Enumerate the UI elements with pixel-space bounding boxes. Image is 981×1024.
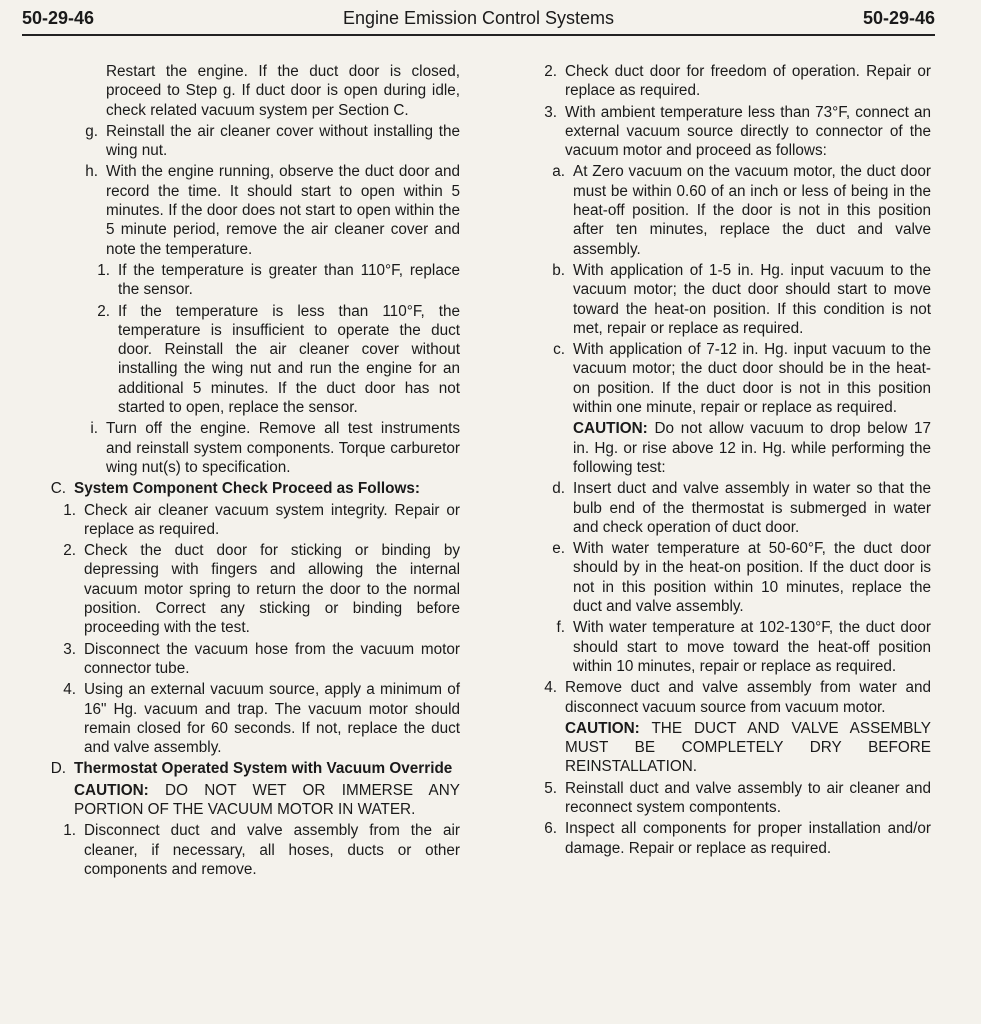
caution-text: THE DUCT AND VALVE ASSEMBLY MUST BE COMPLETELY DRY BEFORE REINSTALLATION. (565, 719, 931, 776)
item-label: g. (85, 122, 98, 140)
caution-note (517, 719, 931, 777)
list-item (36, 680, 460, 757)
page-number-right: 50-29-46 (862, 8, 935, 28)
item-text: With application of 7-12 in. Hg. input vacuum to the vacuum motor; the duct door should be in the heat-on position. If the duct door is not in this position within one minute, repair or replace as required. (573, 341, 931, 417)
item-text: Turn off the engine. Remove all test instruments and reinstall system components. Torque carburetor wing nut(s) to specification. (106, 420, 460, 476)
caution-note (517, 419, 931, 477)
item-label: d. (552, 480, 565, 498)
list-item (36, 302, 460, 418)
item-text: Check the duct door for sticking or binding by depressing with fingers and allowing the internal vacuum motor spring to return the door to the normal position. Correct any sticking or binding before proceeding with the test. (84, 542, 460, 637)
list-item (517, 62, 931, 101)
caution-label: CAUTION: (573, 420, 648, 438)
item-label: e. (552, 540, 565, 558)
list-item (36, 501, 460, 540)
item-label: b. (552, 261, 565, 279)
item-label: 3. (544, 103, 557, 121)
page-header (22, 6, 935, 36)
item-label: 6. (544, 820, 557, 838)
item-label: 1. (63, 822, 76, 840)
caution-note (36, 781, 460, 820)
item-text: Check air cleaner vacuum system integrity. Repair or replace as required. (84, 501, 460, 538)
item-label: 5. (544, 779, 557, 797)
section-title: Thermostat Operated System with Vacuum Override (74, 760, 453, 778)
item-label: 4. (544, 679, 557, 697)
item-text: Reinstall duct and valve assembly to air cleaner and reconnect system compontents. (565, 779, 931, 816)
item-text: Using an external vacuum source, apply a minimum of 16" Hg. vacuum and trap. The vacuum motor should remain closed for 60 seconds. If not, replace the duct and valve assembly. (84, 681, 460, 757)
item-text: If the temperature is greater than 110°F, replace the sensor. (118, 261, 460, 299)
list-item (517, 261, 931, 338)
list-item (36, 162, 460, 258)
section-heading (36, 479, 460, 498)
list-item (36, 640, 460, 679)
item-text: Insert duct and valve assembly in water so that the bulb end of the thermostat is submerged in water and check operation of duct door. (573, 480, 931, 536)
list-item (517, 539, 931, 616)
caution-label: CAUTION: (565, 719, 640, 737)
list-item (517, 162, 931, 258)
item-label: a. (552, 163, 565, 181)
list-item (36, 541, 460, 637)
list-item (36, 62, 460, 120)
page-title: Engine Emission Control Systems (342, 8, 615, 28)
item-text: Restart the engine. If the duct door is closed, proceed to Step g. If duct door is open during idle, check related vacuum system per Section C. (106, 63, 460, 119)
item-text: With application of 1-5 in. Hg. input vacuum to the vacuum motor; the duct door should start to move toward the heat-on position. If this condition is not met, repair or replace as required. (573, 261, 931, 337)
item-text: Inspect all components for proper installation and/or damage. Repair or replace as required. (565, 820, 931, 857)
list-item (517, 618, 931, 676)
caution-label: CAUTION: (74, 781, 149, 799)
item-label: 1. (63, 501, 76, 519)
item-label: 2. (97, 302, 110, 320)
section-title: System Component Check Proceed as Follows: (74, 480, 420, 498)
item-text: Reinstall the air cleaner cover without installing the wing nut. (106, 122, 460, 160)
caution-text: DO NOT WET OR IMMERSE ANY PORTION OF THE VACUUM MOTOR IN WATER. (74, 781, 460, 818)
section-label: C. (50, 480, 66, 498)
page-number-left: 50-29-46 (22, 8, 95, 28)
item-label: 1. (97, 261, 110, 279)
item-text: With water temperature at 102-130°F, the duct door should start to move toward the heat-off position within 10 minutes, repair or replace as required. (573, 619, 931, 675)
item-label: 3. (63, 640, 76, 658)
right-column (517, 62, 931, 860)
item-text: Disconnect duct and valve assembly from the air cleaner, if necessary, all hoses, ducts or other components and remove. (84, 822, 460, 878)
item-label: 4. (63, 681, 76, 699)
list-item (517, 479, 931, 537)
item-text: Check duct door for freedom of operation. Repair or replace as required. (565, 63, 931, 100)
item-label: h. (85, 163, 98, 181)
item-text: Remove duct and valve assembly from water and disconnect vacuum source from vacuum motor. (565, 679, 931, 716)
list-item (517, 340, 931, 417)
list-item (36, 122, 460, 161)
list-item (517, 103, 931, 161)
item-text: With water temperature at 50-60°F, the duct door should by in the heat-on position. If the duct door is not in this position within 10 minutes, replace the duct and valve assembly. (573, 540, 931, 616)
item-text: If the temperature is less than 110°F, the temperature is insufficient to operate the duct door. Reinstall the air cleaner cover without installing the wing nut and run the engine for an additional 5 minutes. If the duct door has not started to open, replace the sensor. (118, 302, 460, 417)
item-label: 2. (63, 542, 76, 560)
item-label: i. (90, 420, 98, 438)
item-label: f. (556, 619, 565, 637)
item-label: c. (553, 341, 565, 359)
list-item (36, 419, 460, 477)
item-label: 2. (544, 63, 557, 80)
item-text: With the engine running, observe the duct door and record the time. It should start to open within 5 minutes. If the door does not start to open within the 5 minute period, remove the air cleaner cover and note the temperature. (106, 163, 460, 258)
item-text: At Zero vacuum on the vacuum motor, the duct door must be within 0.60 of an inch or less of being in the heat-off position. If the door is not in this position after ten minutes, replace the duct and valve assembly. (573, 163, 931, 258)
section-heading (36, 759, 460, 778)
section-label: D. (50, 760, 66, 778)
list-item (36, 261, 460, 300)
list-item (517, 779, 931, 818)
left-column (36, 62, 460, 881)
list-item (517, 819, 931, 858)
list-item (36, 821, 460, 879)
item-text: With ambient temperature less than 73°F, connect an external vacuum source directly to connector of the vacuum motor and proceed as follows: (565, 103, 931, 160)
caution-text: Do not allow vacuum to drop below 17 in. Hg. or rise above 12 in. Hg. while performing the following test: (573, 420, 931, 476)
item-text: Disconnect the vacuum hose from the vacuum motor connector tube. (84, 640, 460, 677)
list-item (517, 678, 931, 717)
